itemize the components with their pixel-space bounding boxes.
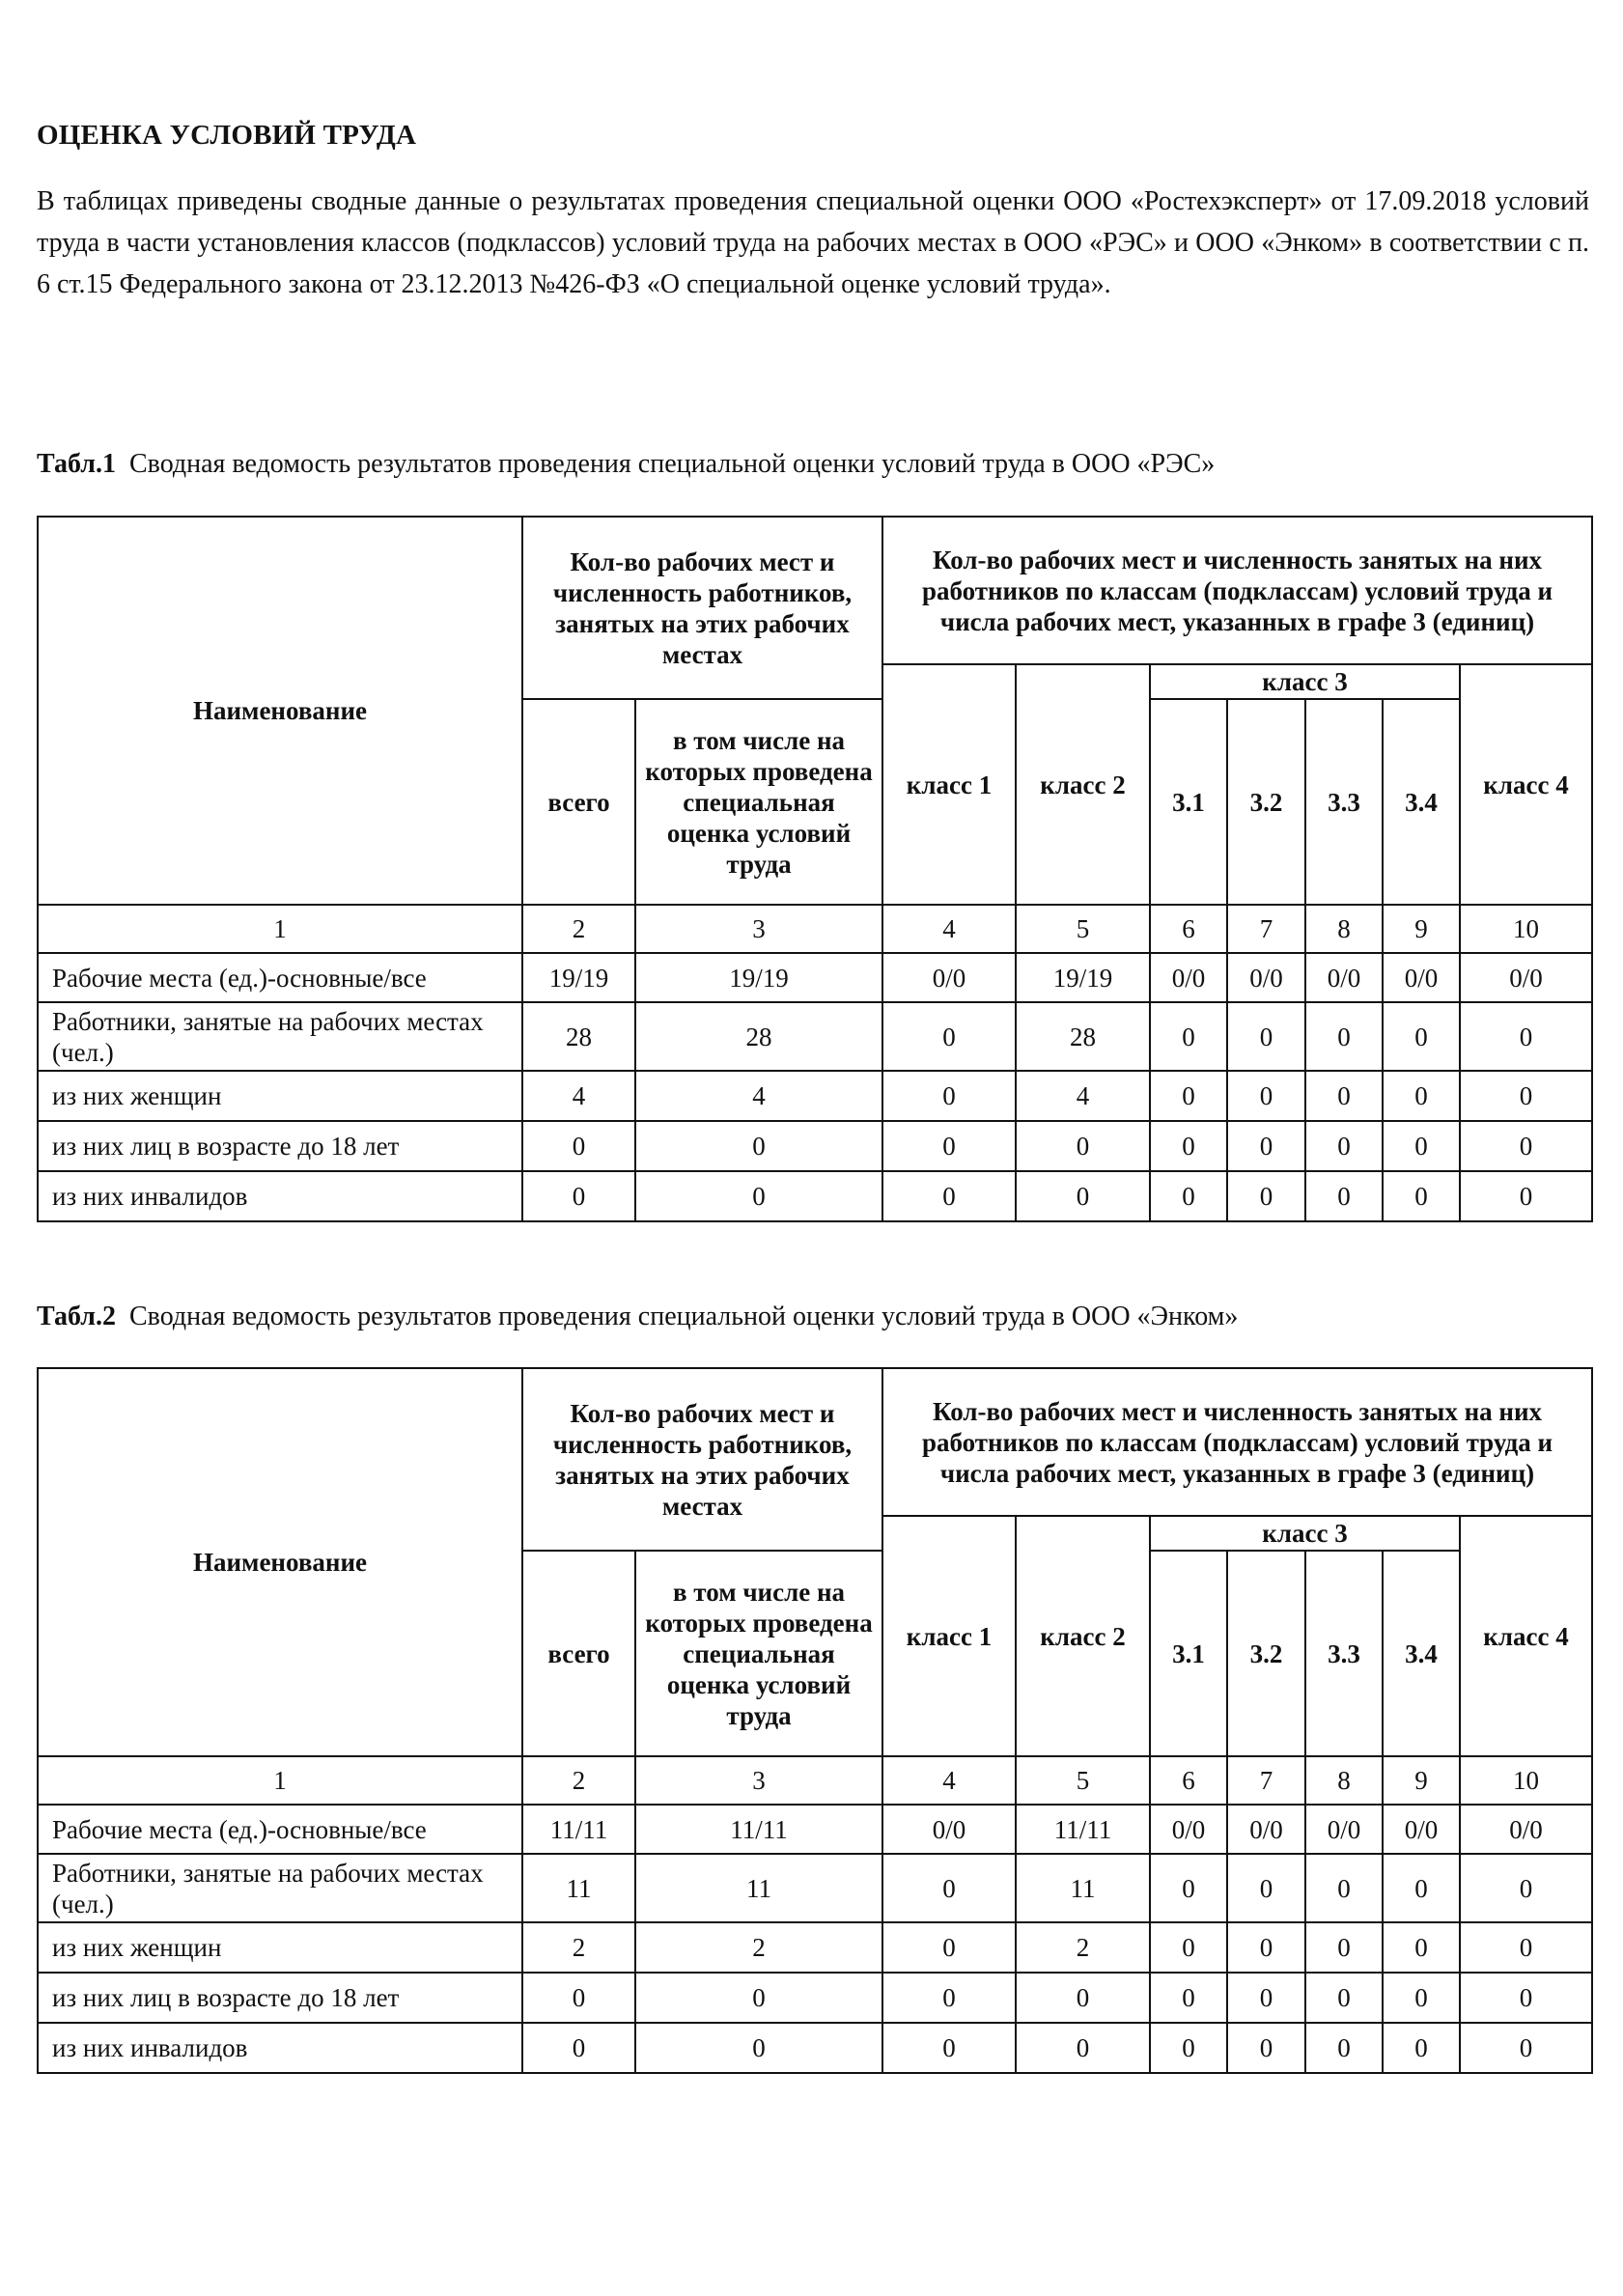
table-cell: 0 [882, 1171, 1016, 1221]
intro-paragraph: В таблицах приведены сводные данные о результатах проведения специальной оценки ООО «Ростехэксперт» от 17.09.2018 условий труда в части установления классов (подклассов) условий труда на рабочих местах в ООО «РЭС» и ООО «Энком» в соответствии с п. 6 ст.15 Федерального закона от 23.12.2013 №426-ФЗ «О специальной оценке условий труда». [37, 186, 1589, 299]
table-cell: 0 [1150, 1922, 1227, 1973]
column-number-row [38, 1756, 1592, 1805]
table-cell: 0 [522, 1973, 635, 2023]
column-number: 1 [38, 1756, 522, 1805]
header-class4: класс 4 [1460, 664, 1592, 905]
table-cell: 0 [635, 1121, 882, 1171]
table-cell: 0 [882, 1922, 1016, 1973]
table-cell: 0 [1150, 1071, 1227, 1121]
table-cell: 0 [1305, 2023, 1383, 2073]
header-assessed: в том числе на которых проведена специальная оценка условий труда [635, 699, 882, 905]
column-number: 7 [1227, 905, 1305, 953]
table-cell: 0 [522, 2023, 635, 2073]
header-sub33: 3.3 [1305, 1551, 1383, 1756]
column-number: 6 [1150, 1756, 1227, 1805]
header-total: всего [522, 699, 635, 905]
table-cell: 0 [1383, 1002, 1460, 1071]
table-cell: 0/0 [882, 1805, 1016, 1854]
table-cell: 0/0 [1227, 953, 1305, 1002]
table-cell: 0 [1305, 1973, 1383, 2023]
table-cell: 28 [635, 1002, 882, 1071]
column-number: 3 [635, 905, 882, 953]
table-cell: 0 [1460, 2023, 1592, 2073]
column-number: 6 [1150, 905, 1227, 953]
header-sub31: 3.1 [1150, 1551, 1227, 1756]
page-title: ОЦЕНКА УСЛОВИЙ ТРУДА [37, 120, 417, 151]
header-class1: класс 1 [882, 664, 1016, 905]
table-cell: 0/0 [1227, 1805, 1305, 1854]
table-cell: 19/19 [522, 953, 635, 1002]
table-cell: 0 [1460, 1121, 1592, 1171]
table-cell: 0 [635, 1171, 882, 1221]
table-cell: 0 [1383, 1973, 1460, 2023]
table-cell: 0 [635, 1973, 882, 2023]
table-cell: 0/0 [1460, 1805, 1592, 1854]
table-cell: 0 [635, 2023, 882, 2073]
table-cell: 0 [1460, 1171, 1592, 1221]
table-cell: 11/11 [635, 1805, 882, 1854]
table-1 [37, 516, 1593, 1222]
table-row [38, 1071, 1592, 1121]
table-cell: 0 [1305, 1002, 1383, 1071]
table-cell: 0 [1383, 1171, 1460, 1221]
header-sub33: 3.3 [1305, 699, 1383, 905]
table-row [38, 953, 1592, 1002]
table-cell: 0 [1460, 1071, 1592, 1121]
table-cell: 0 [1383, 1854, 1460, 1922]
table-cell: 0 [882, 1854, 1016, 1922]
table-cell: 0/0 [1150, 953, 1227, 1002]
column-number: 2 [522, 905, 635, 953]
table-cell: 0 [882, 1121, 1016, 1171]
table-cell: 0 [1383, 1121, 1460, 1171]
table-1-caption [37, 449, 1215, 480]
header-class4: класс 4 [1460, 1516, 1592, 1756]
header-class2: класс 2 [1016, 664, 1150, 905]
table-cell: 4 [522, 1071, 635, 1121]
header-class1: класс 1 [882, 1516, 1016, 1756]
table-cell: 28 [1016, 1002, 1150, 1071]
row-label: Рабочие места (ед.)-основные/все [38, 953, 522, 1002]
table-row [38, 1171, 1592, 1221]
table-2 [37, 1367, 1593, 2074]
column-number-row [38, 905, 1592, 953]
table-cell: 2 [1016, 1922, 1150, 1973]
table-cell: 0 [1460, 1922, 1592, 1973]
header-group-classes: Кол-во рабочих мест и численность занятых на них работников по классам (подклассам) условий труда и числа рабочих мест, указанных в графе 3 (единиц) [882, 517, 1592, 664]
table-cell: 0/0 [1305, 1805, 1383, 1854]
column-number: 10 [1460, 905, 1592, 953]
row-label: из них лиц в возрасте до 18 лет [38, 1973, 522, 2023]
table-row [38, 1854, 1592, 1922]
table-row [38, 1002, 1592, 1071]
row-label: Работники, занятые на рабочих местах (чел.) [38, 1854, 522, 1922]
table-cell: 11/11 [1016, 1805, 1150, 1854]
column-number: 10 [1460, 1756, 1592, 1805]
column-number: 2 [522, 1756, 635, 1805]
table-cell: 0 [1150, 1854, 1227, 1922]
table-1-caption-text: Сводная ведомость результатов проведения специальной оценки условий труда в ООО «РЭС» [129, 449, 1216, 479]
header-assessed: в том числе на которых проведена специальная оценка условий труда [635, 1551, 882, 1756]
table-2-label: Табл.2 [37, 1302, 116, 1331]
header-sub34: 3.4 [1383, 699, 1460, 905]
column-number: 4 [882, 1756, 1016, 1805]
table-cell: 28 [522, 1002, 635, 1071]
header-sub32: 3.2 [1227, 699, 1305, 905]
table-cell: 19/19 [635, 953, 882, 1002]
table-cell: 0 [1227, 1171, 1305, 1221]
table-cell: 0 [1460, 1002, 1592, 1071]
table-cell: 0 [1227, 1854, 1305, 1922]
column-number: 9 [1383, 1756, 1460, 1805]
header-sub32: 3.2 [1227, 1551, 1305, 1756]
table-cell: 0/0 [1150, 1805, 1227, 1854]
table-cell: 0 [1383, 1071, 1460, 1121]
column-number: 5 [1016, 905, 1150, 953]
column-number: 9 [1383, 905, 1460, 953]
table-1-label: Табл.1 [37, 449, 116, 479]
row-label: из них женщин [38, 1922, 522, 1973]
table-cell: 11 [635, 1854, 882, 1922]
table-cell: 0 [1016, 1171, 1150, 1221]
table-cell: 0 [1016, 2023, 1150, 2073]
table-cell: 0 [1227, 1071, 1305, 1121]
table-cell: 0 [1460, 1973, 1592, 2023]
table-cell: 0/0 [882, 953, 1016, 1002]
row-label: из них инвалидов [38, 2023, 522, 2073]
table-cell: 0 [522, 1171, 635, 1221]
table-cell: 0 [1305, 1922, 1383, 1973]
header-group-classes: Кол-во рабочих мест и численность занятых на них работников по классам (подклассам) условий труда и числа рабочих мест, указанных в графе 3 (единиц) [882, 1368, 1592, 1516]
table-cell: 0 [1305, 1071, 1383, 1121]
header-class2: класс 2 [1016, 1516, 1150, 1756]
table-cell: 0/0 [1305, 953, 1383, 1002]
header-class3: класс 3 [1150, 1516, 1460, 1551]
table-cell: 0 [522, 1121, 635, 1171]
table-row [38, 1805, 1592, 1854]
table-row [38, 1121, 1592, 1171]
table-cell: 0 [1227, 1973, 1305, 2023]
table-cell: 0/0 [1460, 953, 1592, 1002]
table-cell: 2 [522, 1922, 635, 1973]
header-total: всего [522, 1551, 635, 1756]
table-cell: 0/0 [1383, 1805, 1460, 1854]
header-sub31: 3.1 [1150, 699, 1227, 905]
table-2-caption-text: Сводная ведомость результатов проведения специальной оценки условий труда в ООО «Энком» [129, 1302, 1239, 1331]
row-label: из них лиц в возрасте до 18 лет [38, 1121, 522, 1171]
row-label: Работники, занятые на рабочих местах (чел.) [38, 1002, 522, 1071]
table-cell: 11 [1016, 1854, 1150, 1922]
column-number: 4 [882, 905, 1016, 953]
column-number: 1 [38, 905, 522, 953]
table-row [38, 1922, 1592, 1973]
table-cell: 11/11 [522, 1805, 635, 1854]
table-cell: 0 [1305, 1171, 1383, 1221]
table-cell: 0 [882, 2023, 1016, 2073]
table-row [38, 2023, 1592, 2073]
column-number: 8 [1305, 1756, 1383, 1805]
header-name: Наименование [38, 1368, 522, 1756]
header-group-count: Кол-во рабочих мест и численность работников, занятых на этих рабочих местах [522, 1368, 882, 1551]
table-cell: 0 [1227, 1121, 1305, 1171]
header-class3: класс 3 [1150, 664, 1460, 699]
table-cell: 0 [1150, 1121, 1227, 1171]
table-2-caption [37, 1302, 1238, 1332]
table-cell: 0 [882, 1002, 1016, 1071]
table-cell: 19/19 [1016, 953, 1150, 1002]
header-group-count: Кол-во рабочих мест и численность работников, занятых на этих рабочих местах [522, 517, 882, 699]
table-cell: 0 [1305, 1121, 1383, 1171]
row-label: из них инвалидов [38, 1171, 522, 1221]
table-cell: 2 [635, 1922, 882, 1973]
table-cell: 0 [1460, 1854, 1592, 1922]
column-number: 8 [1305, 905, 1383, 953]
table-row [38, 1973, 1592, 2023]
table-cell: 0/0 [1383, 953, 1460, 1002]
row-label: из них женщин [38, 1071, 522, 1121]
row-label: Рабочие места (ед.)-основные/все [38, 1805, 522, 1854]
table-cell: 0 [1150, 2023, 1227, 2073]
column-number: 3 [635, 1756, 882, 1805]
table-cell: 11 [522, 1854, 635, 1922]
table-cell: 0 [882, 1071, 1016, 1121]
header-name: Наименование [38, 517, 522, 905]
table-cell: 0 [1150, 1002, 1227, 1071]
table-cell: 0 [1150, 1171, 1227, 1221]
header-sub34: 3.4 [1383, 1551, 1460, 1756]
table-cell: 0 [1227, 2023, 1305, 2073]
table-cell: 0 [1016, 1121, 1150, 1171]
table-cell: 0 [1383, 2023, 1460, 2073]
table-cell: 4 [1016, 1071, 1150, 1121]
table-cell: 0 [1016, 1973, 1150, 2023]
table-cell: 0 [1305, 1854, 1383, 1922]
table-cell: 0 [882, 1973, 1016, 2023]
table-cell: 0 [1227, 1002, 1305, 1071]
table-cell: 0 [1227, 1922, 1305, 1973]
column-number: 5 [1016, 1756, 1150, 1805]
table-cell: 4 [635, 1071, 882, 1121]
table-cell: 0 [1383, 1922, 1460, 1973]
table-cell: 0 [1150, 1973, 1227, 2023]
column-number: 7 [1227, 1756, 1305, 1805]
